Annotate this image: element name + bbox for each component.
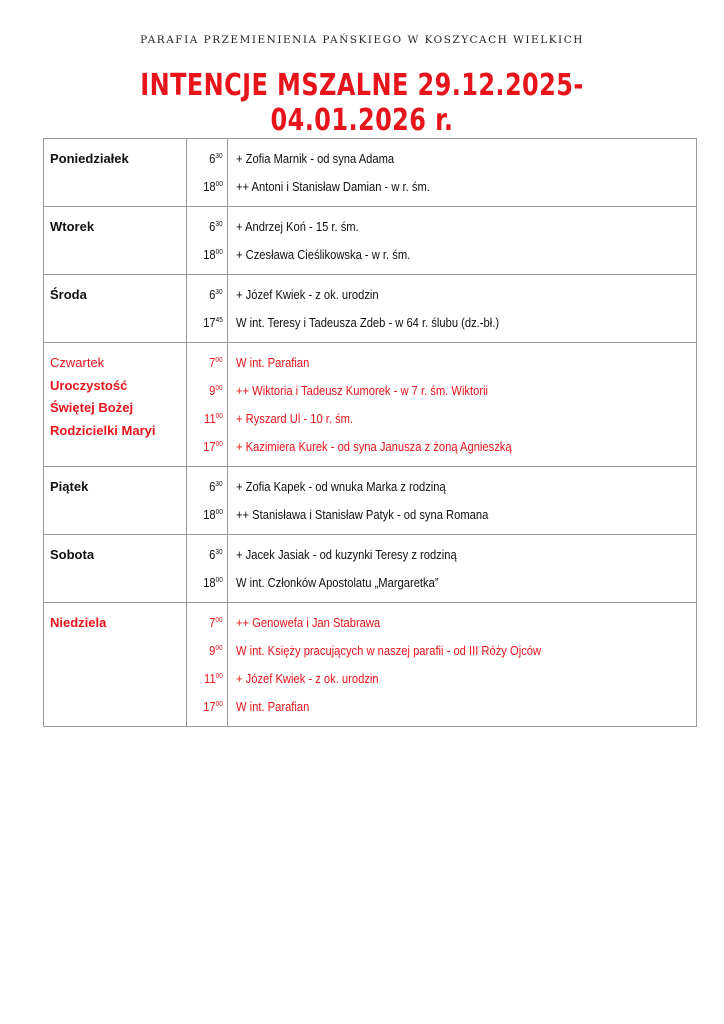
- intentions-cell: [228, 603, 697, 727]
- mass-time: $17^{00}$: [203, 439, 223, 454]
- intentions-cell: [228, 343, 697, 467]
- mass-intention: ++ Stanisława i Stanisław Patyk - od syna Romana: [236, 507, 489, 522]
- feast-name-line: Świętej Bożej: [50, 400, 134, 415]
- mass-intention: ++ Antoni i Stanisław Damian - w r. śm.: [236, 179, 430, 194]
- mass-intention: + Ryszard Ul - 10 r. śm.: [236, 411, 354, 426]
- times-cell: [187, 343, 228, 467]
- mass-time: $18^{00}$: [203, 507, 223, 522]
- day-name: Środa: [50, 287, 87, 302]
- feast-name-line: Rodzicielki Maryi: [50, 422, 156, 438]
- day-name: Czwartek: [50, 355, 105, 370]
- times-cell: [187, 467, 228, 535]
- mass-time: $18^{00}$: [203, 247, 223, 262]
- page-title: INTENCJE MSZALNE 29.12.2025-04.01.2026 r.: [140, 68, 584, 138]
- mass-intention: ++ Wiktoria i Tadeusz Kumorek - w 7 r. śm. Wiktorii: [236, 383, 489, 398]
- day-row-monday: [44, 139, 697, 207]
- parish-name: PARAFIA PRZEMIENIENIA PAŃSKIEGO W KOSZYCACH WIELKICH: [140, 34, 584, 46]
- day-name: Poniedziałek: [50, 151, 129, 166]
- times-cell: [187, 275, 228, 343]
- day-cell: [44, 139, 187, 207]
- day-name: Piątek: [50, 479, 89, 494]
- mass-intention: W int. Członków Apostolatu „Margaretka”: [236, 575, 439, 590]
- mass-time: $11^{00}$: [204, 671, 223, 686]
- mass-time: $6^{30}$: [209, 547, 223, 562]
- day-row-tuesday: [44, 207, 697, 275]
- mass-intention: ++ Genowefa i Jan Stabrawa: [236, 615, 381, 630]
- mass-time: $17^{45}$: [203, 315, 223, 330]
- mass-time: $6^{30}$: [209, 219, 223, 234]
- feast-name-line: Uroczystość: [50, 377, 128, 393]
- day-name: Sobota: [50, 547, 95, 562]
- day-row-sunday: [44, 603, 697, 727]
- mass-intention: + Czesława Cieślikowska - w r. śm.: [236, 247, 411, 262]
- mass-intention: + Jacek Jasiak - od kuzynki Teresy z rodziną: [236, 547, 457, 562]
- mass-time: $9^{00}$: [209, 383, 223, 398]
- times-cell: [187, 603, 228, 727]
- times-cell: [187, 535, 228, 603]
- intentions-cell: [228, 207, 697, 275]
- mass-time: $6^{30}$: [209, 151, 223, 166]
- day-cell: [44, 603, 187, 727]
- mass-time: $7^{00}$: [209, 615, 223, 630]
- day-name: Niedziela: [50, 615, 107, 630]
- times-cell: [187, 139, 228, 207]
- mass-time: $18^{00}$: [203, 575, 223, 590]
- day-name: Wtorek: [50, 219, 95, 234]
- mass-intention: W int. Teresy i Tadeusza Zdeb - w 64 r. ślubu (dz.-bł.): [236, 315, 500, 330]
- mass-time: $17^{00}$: [203, 699, 223, 714]
- mass-intention: + Kazimiera Kurek - od syna Janusza z żoną Agnieszką: [236, 439, 512, 454]
- mass-time: $6^{30}$: [209, 287, 223, 302]
- mass-intention: W int. Parafian: [236, 699, 310, 714]
- mass-intention: W int. Księży pracujących w naszej parafii - od III Róży Ojców: [236, 643, 542, 658]
- mass-intention: + Zofia Marnik - od syna Adama: [236, 151, 395, 166]
- day-row-friday: [44, 467, 697, 535]
- day-row-saturday: [44, 535, 697, 603]
- mass-time: $11^{00}$: [204, 411, 223, 426]
- times-cell: [187, 207, 228, 275]
- mass-time: $9^{00}$: [209, 643, 223, 658]
- mass-intention: W int. Parafian: [236, 355, 310, 370]
- day-row-thursday: [44, 343, 697, 467]
- day-row-wednesday: [44, 275, 697, 343]
- mass-time: $7^{00}$: [209, 355, 223, 370]
- mass-time: $18^{00}$: [203, 179, 223, 194]
- intentions-cell: [228, 467, 697, 535]
- intentions-cell: [228, 139, 697, 207]
- mass-time: $6^{30}$: [209, 479, 223, 494]
- mass-intention: + Józef Kwiek - z ok. urodzin: [236, 287, 379, 302]
- day-cell: [44, 535, 187, 603]
- mass-schedule-table: [43, 138, 697, 727]
- day-cell: [44, 343, 187, 467]
- intentions-cell: [228, 275, 697, 343]
- mass-intention: + Andrzej Koń - 15 r. śm.: [236, 219, 359, 234]
- mass-intention: + Józef Kwiek - z ok. urodzin: [236, 671, 379, 686]
- mass-intention: + Zofia Kapek - od wnuka Marka z rodziną: [236, 479, 446, 494]
- day-cell: [44, 207, 187, 275]
- day-cell: [44, 467, 187, 535]
- day-cell: [44, 275, 187, 343]
- intentions-cell: [228, 535, 697, 603]
